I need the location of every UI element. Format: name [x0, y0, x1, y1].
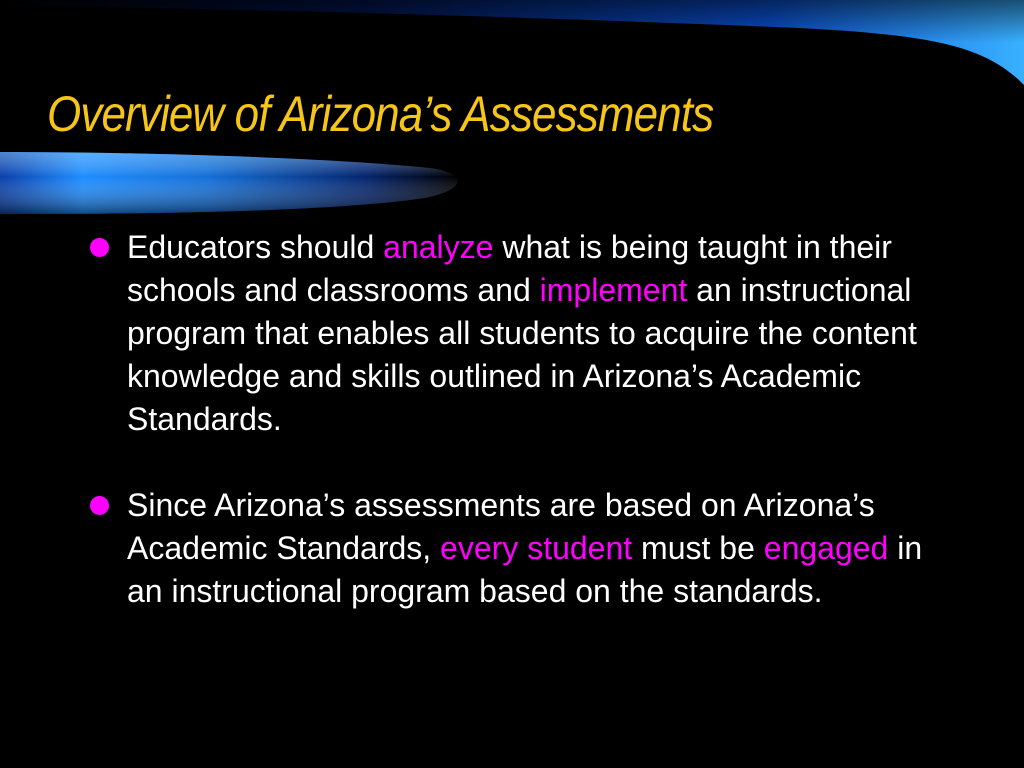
highlighted-text: every student	[440, 530, 633, 566]
highlighted-text: analyze	[383, 229, 494, 265]
bullet-text: in an instructional program based on the standards.	[127, 530, 923, 609]
bullet-item	[90, 484, 930, 613]
bullet-dot-icon	[90, 496, 109, 515]
bullet-text: must be	[632, 530, 764, 566]
bullet-list	[90, 226, 930, 613]
bullet-dot-icon	[90, 238, 109, 257]
bullet-text: what is being taught in their schools and classrooms and	[127, 229, 892, 308]
highlighted-text: engaged	[763, 530, 889, 566]
bullet-text: Educators should	[127, 229, 384, 265]
slide-title: Overview of Arizona’s Assessments	[47, 86, 714, 142]
bullet-text: Since Arizona’s assessments are based on Arizona’s Academic Standards,	[127, 487, 875, 566]
bullet-text: an instructional program that enables all students to acquire the content knowledge and skills outlined in Arizona’s Academic Standards.	[127, 272, 917, 437]
highlighted-text: implement	[539, 272, 688, 308]
bullet-item	[90, 226, 930, 441]
